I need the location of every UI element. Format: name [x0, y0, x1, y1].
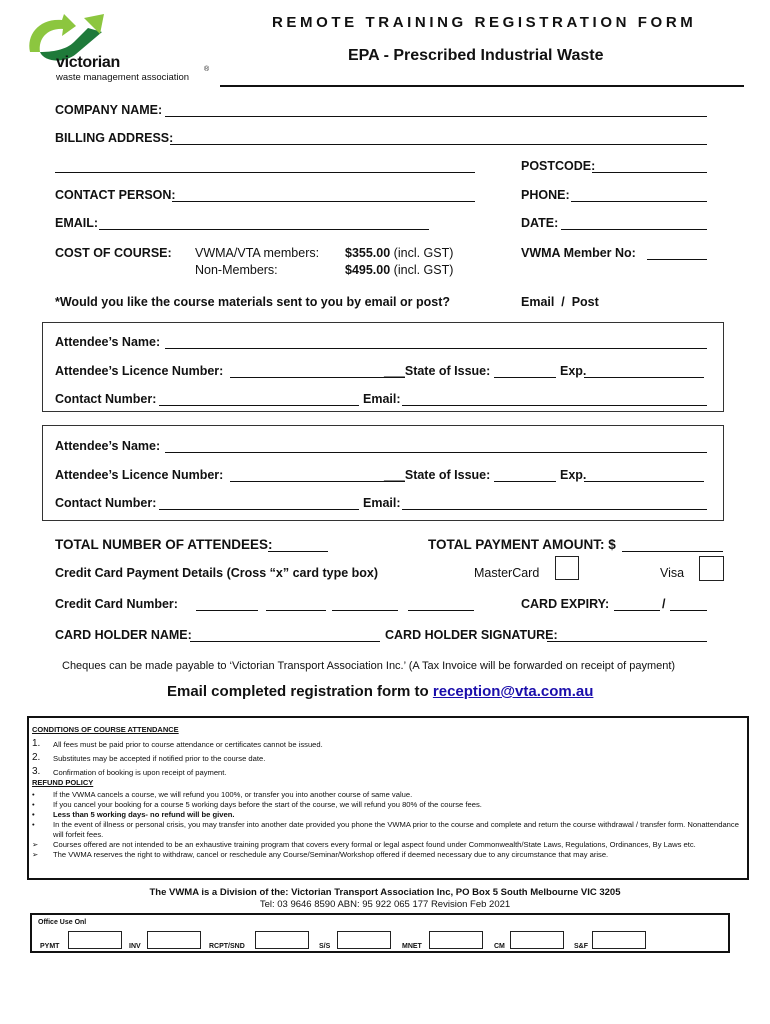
total-attendees-label: TOTAL NUMBER OF ATTENDEES: — [55, 537, 273, 552]
attendee-state-label: ___State of Issue: — [384, 468, 491, 482]
office-label-sf: S&F — [574, 943, 588, 950]
refund-item: • If you cancel your booking for a course 5 working days before the start of the course, we will refund you 80% of the course fees. — [32, 800, 482, 809]
office-label-pymt: PYMT — [40, 943, 60, 950]
mastercard-checkbox[interactable] — [555, 556, 579, 580]
date-input[interactable] — [561, 229, 707, 230]
attendee-email-input[interactable] — [402, 405, 707, 406]
card-details-label: Credit Card Payment Details (Cross “x” card type box) — [55, 566, 379, 580]
attendee-contact-label: Contact Number: — [55, 392, 157, 406]
attendee-licence-input[interactable] — [230, 481, 405, 482]
logo-registered-mark: ® — [204, 66, 210, 73]
members-price-value: $355.00 — [345, 246, 391, 260]
attendee-name-input[interactable] — [165, 348, 707, 349]
members-price-note: (incl. GST) — [393, 246, 454, 260]
attendee-contact-input[interactable] — [159, 405, 359, 406]
attendee-exp-label: Exp. — [560, 364, 587, 378]
attendee-email-input[interactable] — [402, 509, 707, 510]
billing-input[interactable] — [170, 144, 707, 145]
attendee-name-label: Attendee’s Name: — [55, 335, 161, 349]
total-payment-input[interactable] — [622, 551, 723, 552]
refund-item: ➢ Courses offered are not intended to be an exhaustive training program that covers every formal or legal aspect found under Commonwealth/State Laws, Regulations, Ordinances, By Laws etc. — [32, 840, 696, 849]
card-number-input-1[interactable] — [196, 610, 258, 611]
member-no-label: VWMA Member No: — [521, 246, 636, 260]
contact-person-input[interactable] — [172, 201, 475, 202]
non-members-price-note: (incl. GST) — [393, 263, 454, 277]
email-input[interactable] — [99, 229, 429, 230]
card-holder-name-input[interactable] — [190, 641, 380, 642]
billing-input-line2[interactable] — [55, 172, 475, 173]
cost-label: COST OF COURSE: — [55, 246, 172, 260]
office-label-inv: INV — [129, 943, 141, 950]
email-label: EMAIL: — [55, 216, 99, 230]
office-use-box — [30, 913, 730, 953]
members-price — [345, 246, 453, 260]
conditions-box — [27, 716, 749, 880]
office-field-cm[interactable] — [510, 931, 564, 949]
materials-question: *Would you like the course materials sent to you by email or post? — [55, 295, 450, 309]
email-cta-link[interactable]: reception@vta.com.au — [432, 683, 594, 700]
footer-line1: The VWMA is a Division of the: Victorian Transport Association Inc, PO Box 5 South Melbourne VIC 3205 — [149, 887, 621, 898]
attendee-licence-label: Attendee’s Licence Number: — [55, 364, 224, 378]
office-label-mnet: MNET — [402, 943, 422, 950]
office-field-ss[interactable] — [337, 931, 391, 949]
refund-item: • In the event of illness or personal crisis, you may transfer into another date provided you phone the VWMA prior to the course and complete and return the course withdrawal / transfer form. Nonattendance will forfeit fees. — [32, 820, 739, 839]
refund-item: • If the VWMA cancels a course, we will refund you 100%, or transfer you into another course of same value. — [32, 790, 413, 799]
postcode-label: POSTCODE: — [521, 159, 596, 173]
company-label: COMPANY NAME: — [55, 103, 163, 117]
attendee-state-label: ___State of Issue: — [384, 364, 491, 378]
header-rule — [220, 85, 744, 87]
non-members-label: Non-Members: — [195, 263, 278, 277]
card-holder-name-label: CARD HOLDER NAME: — [55, 628, 192, 642]
refund-list — [32, 790, 744, 860]
attendee-email-label: Email: — [363, 496, 401, 510]
logo — [24, 12, 224, 83]
refund-item: • Less than 5 working days- no refund will be given. — [32, 810, 235, 819]
form-subtitle: EPA - Prescribed Industrial Waste — [348, 47, 604, 64]
attendee-exp-input[interactable] — [584, 481, 704, 482]
members-label: VWMA/VTA members: — [195, 246, 320, 260]
footer-line2: Tel: 03 9646 8590 ABN: 95 922 065 177 Revision Feb 2021 — [259, 899, 511, 910]
non-members-price — [345, 263, 453, 277]
card-holder-signature-label: CARD HOLDER SIGNATURE: — [385, 628, 558, 642]
materials-options[interactable]: Email / Post — [521, 295, 599, 309]
card-number-label: Credit Card Number: — [55, 597, 178, 611]
card-expiry-separator: / — [662, 597, 666, 611]
postcode-input[interactable] — [592, 172, 707, 173]
attendee-email-label: Email: — [363, 392, 401, 406]
card-number-input-4[interactable] — [408, 610, 474, 611]
email-cta-text: Email completed registration form to — [167, 683, 429, 700]
attendee-contact-label: Contact Number: — [55, 496, 157, 510]
office-label-cm: CM — [494, 943, 505, 950]
total-payment-label: TOTAL PAYMENT AMOUNT: $ — [428, 537, 616, 552]
cheques-note: Cheques can be made payable to ‘Victorian Transport Association Inc.’ (A Tax Invoice will be forwarded on receipt of payment) — [62, 660, 676, 672]
card-holder-signature-input[interactable] — [547, 641, 707, 642]
non-members-price-value: $495.00 — [345, 263, 391, 277]
attendee-name-input[interactable] — [165, 452, 707, 453]
visa-label: Visa — [660, 566, 685, 580]
refund-item: ➢ The VWMA reserves the right to withdraw, cancel or reschedule any Course/Seminar/Workshop offered if deemed necessary due to any circumstance that may arise. — [32, 850, 609, 859]
attendee-state-input[interactable] — [494, 481, 556, 482]
office-field-rcpt[interactable] — [255, 931, 309, 949]
office-label-ss: S/S — [319, 943, 331, 950]
office-field-sf[interactable] — [592, 931, 646, 949]
phone-input[interactable] — [571, 201, 707, 202]
card-number-input-2[interactable] — [266, 610, 326, 611]
office-field-inv[interactable] — [147, 931, 201, 949]
attendee-contact-input[interactable] — [159, 509, 359, 510]
conditions-heading: CONDITIONS OF COURSE ATTENDANCE — [32, 725, 179, 734]
attendee-exp-label: Exp. — [560, 468, 587, 482]
total-attendees-input[interactable] — [268, 551, 328, 552]
logo-tagline: waste management association — [56, 72, 190, 83]
condition-item: 2. Substitutes may be accepted if notified prior to the course date. — [32, 752, 266, 763]
card-expiry-year-input[interactable] — [670, 610, 707, 611]
condition-item: 3. Confirmation of booking is upon receipt of payment. — [32, 766, 227, 777]
attendee-exp-input[interactable] — [584, 377, 704, 378]
mastercard-label: MasterCard — [474, 566, 540, 580]
office-field-pymt[interactable] — [68, 931, 122, 949]
date-label: DATE: — [521, 216, 559, 230]
form-title: REMOTE TRAINING REGISTRATION FORM — [272, 14, 697, 31]
attendee-licence-label: Attendee’s Licence Number: — [55, 468, 224, 482]
refund-heading: REFUND POLICY — [32, 778, 94, 787]
office-label-rcpt: RCPT/SND — [209, 943, 245, 950]
attendee-name-label: Attendee’s Name: — [55, 439, 161, 453]
condition-item: 1. All fees must be paid prior to course attendance or certificates cannot be issued. — [32, 738, 323, 749]
visa-checkbox[interactable] — [699, 556, 724, 581]
card-number-input-3[interactable] — [332, 610, 398, 611]
phone-label: PHONE: — [521, 188, 570, 202]
office-use-title: Office Use Onl — [38, 919, 87, 926]
contact-person-label: CONTACT PERSON: — [55, 188, 176, 202]
card-expiry-label: CARD EXPIRY: — [521, 597, 610, 611]
attendee-state-input[interactable] — [494, 377, 556, 378]
logo-name: victorian — [56, 54, 120, 71]
conditions-list — [32, 739, 744, 778]
billing-label: BILLING ADDRESS: — [55, 131, 174, 145]
company-input[interactable] — [165, 116, 707, 117]
office-field-mnet[interactable] — [429, 931, 483, 949]
card-expiry-month-input[interactable] — [614, 610, 660, 611]
email-cta — [167, 683, 593, 700]
member-no-input[interactable] — [647, 259, 707, 260]
attendee-licence-input[interactable] — [230, 377, 405, 378]
